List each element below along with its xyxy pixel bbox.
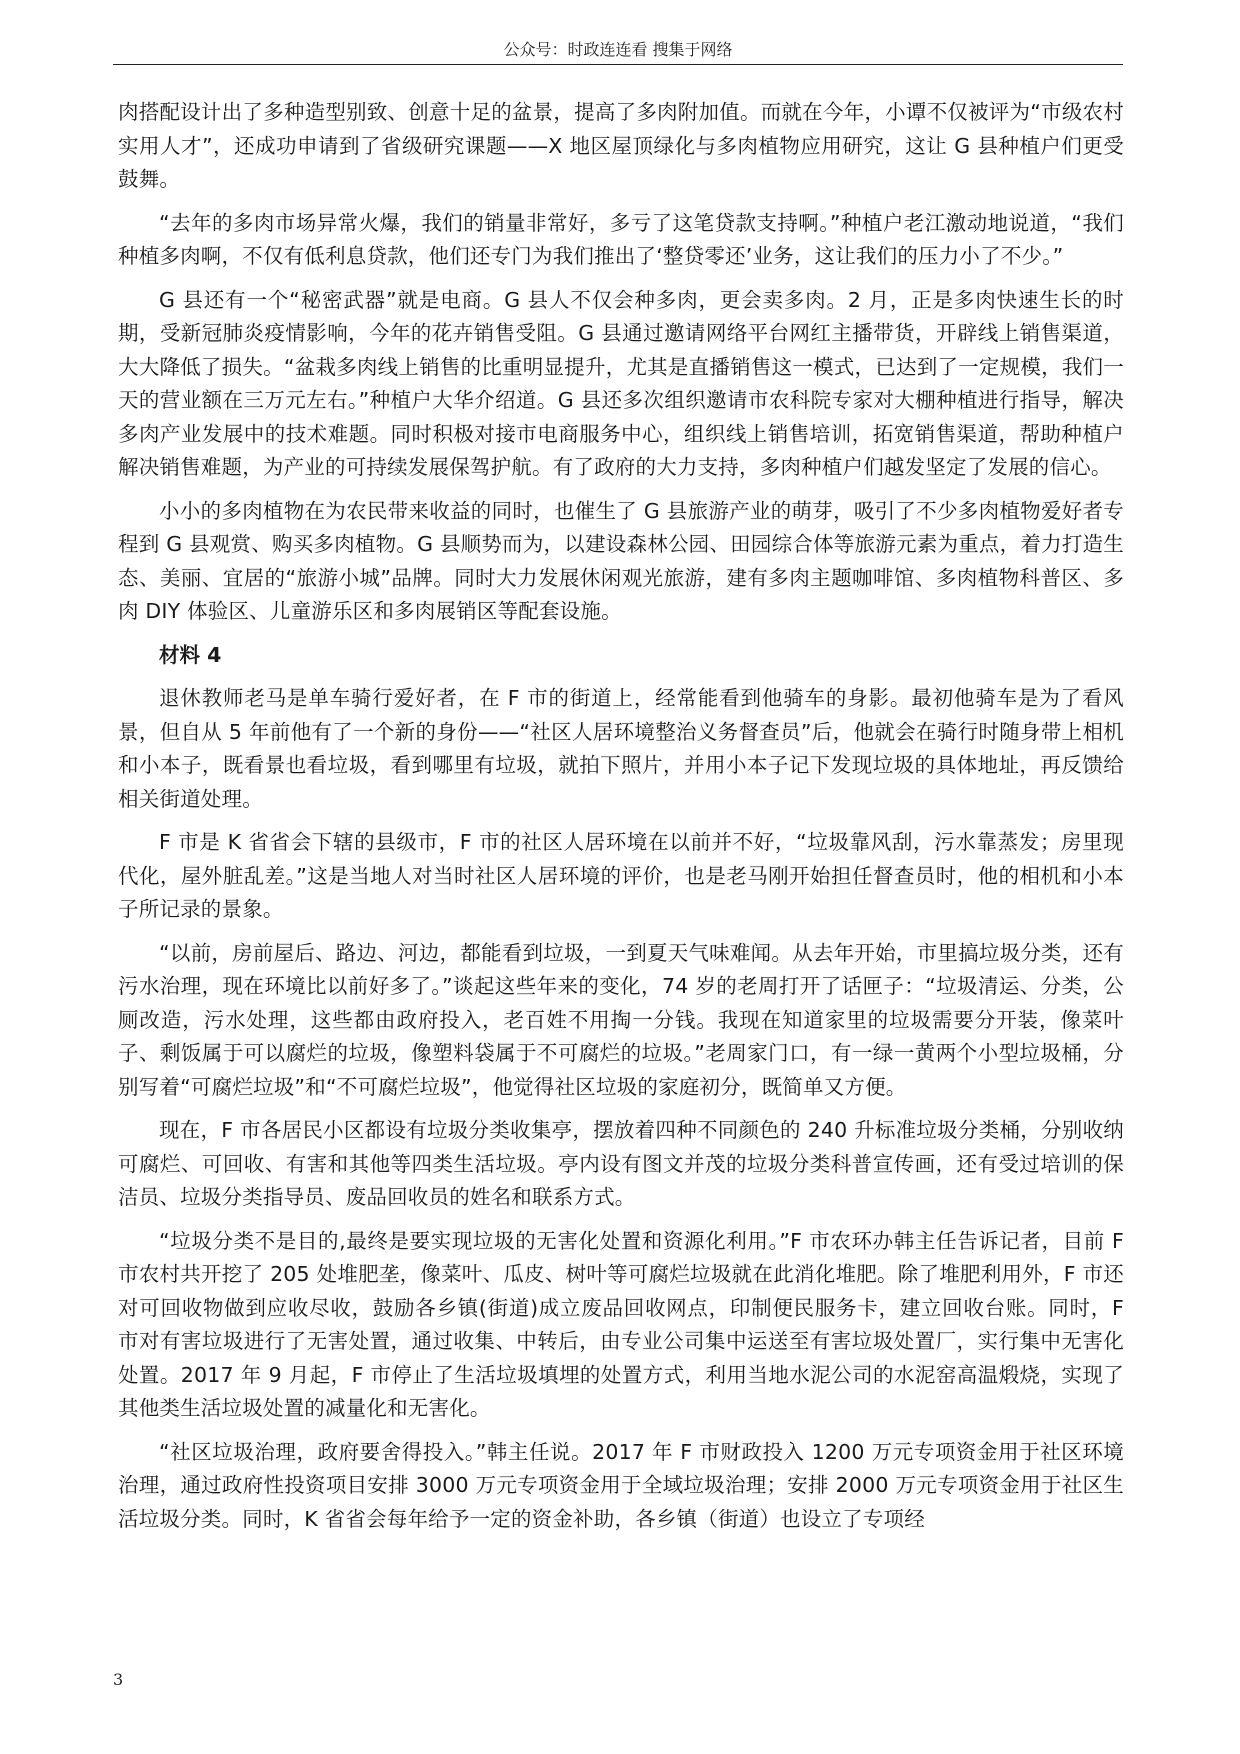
paragraph: 现在，F 市各居民小区都设有垃圾分类收集亭，摆放着四种不同颜色的 240 升标准垃圾分类桶，分别收纳可腐烂、可回收、有害和其他等四类生活垃圾。亭内设有图文并茂的垃圾分类科普宣传画，还有受过培训的保洁员、垃圾分类指导员、废品回收员的姓名和联系方式。 bbox=[118, 1118, 1124, 1209]
header-divider bbox=[113, 64, 1123, 65]
paragraph: F 市是 K 省省会下辖的县级市，F 市的社区人居环境在以前并不好，“垃圾靠风刮，污水靠蒸发；房里现代化，屋外脏乱差。”这是当地人对当时社区人居环境的评价，也是老马刚开始担任督查员时，他的相机和小本子所记录的景象。 bbox=[118, 830, 1124, 921]
paragraph: 肉搭配设计出了多种造型别致、创意十足的盆景，提高了多肉附加值。而就在今年，小谭不仅被评为“市级农村实用人才”，还成功申请到了省级研究课题——X 地区屋顶绿化与多肉植物应用研究，这让 G 县种植户们更受鼓舞。 bbox=[118, 100, 1124, 191]
document-body bbox=[118, 96, 1124, 1546]
paragraph: “去年的多肉市场异常火爆，我们的销量非常好，多亏了这笔贷款支持啊。”种植户老江激动地说道，“我们种植多肉啊，不仅有低利息贷款，他们还专门为我们推出了‘整贷零还’业务，这让我们的压力小了不少。” bbox=[118, 210, 1124, 268]
paragraph: “垃圾分类不是目的,最终是要实现垃圾的无害化处置和资源化利用。”F 市农环办韩主任告诉记者，目前 F 市农村共开挖了 205 处堆肥垄，像菜叶、瓜皮、树叶等可腐烂垃圾就在此消化堆肥。除了堆肥利用外，F 市还对可回收物做到应收尽收，鼓励各乡镇(街道)成立废品回收网点，印制便民服务卡，建立回收台账。同时，F 市对有害垃圾进行了无害处置，通过收集、中转后，由专业公司集中运送至有害垃圾处置厂，实行集中无害化处置。2017 年 9 月起，F 市停止了生活垃圾填埋的处置方式，利用当地水泥公司的水泥窑高温煅烧，实现了其他类生活垃圾处置的减量化和无害化。 bbox=[118, 1228, 1124, 1420]
page-number: 3 bbox=[113, 1670, 124, 1689]
paragraph: 退休教师老马是单车骑行爱好者，在 F 市的街道上，经常能看到他骑车的身影。最初他骑车是为了看风景，但自从 5 年前他有了一个新的身份——“社区人居环境整治义务督查员”后，他就会在骑行时随身带上相机和小本子，既看景也看垃圾，看到哪里有垃圾，就拍下照片，并用小本子记下发现垃圾的具体地址，再反馈给相关街道处理。 bbox=[118, 686, 1124, 811]
paragraph: 小小的多肉植物在为农民带来收益的同时，也催生了 G 县旅游产业的萌芽，吸引了不少多肉植物爱好者专程到 G 县观赏、购买多肉植物。G 县顺势而为，以建设森林公园、田园综合体等旅游元素为重点，着力打造生态、美丽、宜居的“旅游小城”品牌。同时大力发展休闲观光旅游，建有多肉主题咖啡馆、多肉植物科普区、多肉 DIY 体验区、儿童游乐区和多肉展销区等配套设施。 bbox=[118, 498, 1124, 623]
section-heading: 材料 4 bbox=[159, 642, 222, 667]
paragraph: “以前，房前屋后、路边、河边，都能看到垃圾，一到夏天气味难闻。从去年开始，市里搞垃圾分类，还有污水治理，现在环境比以前好多了。”谈起这些年来的变化，74 岁的老周打开了话匣子：“垃圾清运、分类，公厕改造，污水处理，这些都由政府投入，老百姓不用掏一分钱。我现在知道家里的垃圾需要分开装，像菜叶子、剩饭属于可以腐烂的垃圾，像塑料袋属于不可腐烂的垃圾。”老周家门口，有一绿一黄两个小型垃圾桶，分别写着“可腐烂垃圾”和“不可腐烂垃圾”，他觉得社区垃圾的家庭初分，既简单又方便。 bbox=[118, 940, 1124, 1099]
paragraph: “社区垃圾治理，政府要舍得投入。”韩主任说。2017 年 F 市财政投入 1200 万元专项资金用于社区环境治理，通过政府性投资项目安排 3000 万元专项资金用于全域垃圾治理；安排 2000 万元专项资金用于社区生活垃圾分类。同时，K 省省会每年给予一定的资金补助，各乡镇（街道）也设立了专项经 bbox=[118, 1439, 1124, 1531]
paragraph: G 县还有一个“秘密武器”就是电商。G 县人不仅会种多肉，更会卖多肉。2 月，正是多肉快速生长的时期，受新冠肺炎疫情影响，今年的花卉销售受阻。G 县通过邀请网络平台网红主播带货，开辟线上销售渠道，大大降低了损失。“盆栽多肉线上销售的比重明显提升，尤其是直播销售这一模式，已达到了一定规模，我们一天的营业额在三万元左右。”种植户大华介绍道。G 县还多次组织邀请市农科院专家对大棚种植进行指导，解决多肉产业发展中的技术难题。同时积极对接市电商服务中心，组织线上销售培训，拓宽销售渠道，帮助种植户解决销售难题，为产业的可持续发展保驾护航。有了政府的大力支持，多肉种植户们越发坚定了发展的信心。 bbox=[118, 287, 1124, 479]
page-header: 公众号：时政连连看 搜集于网络 bbox=[503, 40, 733, 59]
